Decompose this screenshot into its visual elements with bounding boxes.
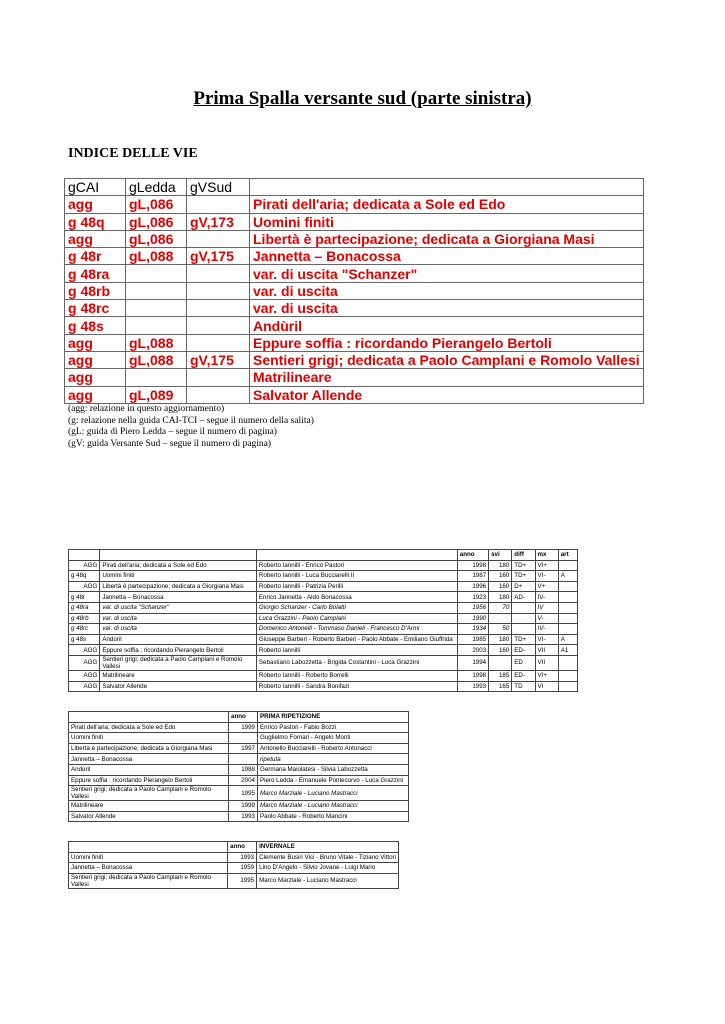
details-diff: D+ xyxy=(512,581,535,592)
details-anno: 1990 xyxy=(457,613,488,624)
details-row xyxy=(69,670,578,681)
winter-header-who: INVERNALE xyxy=(257,842,399,853)
route-index-table xyxy=(64,178,644,404)
index-ledda-page: gL,088 xyxy=(126,351,187,368)
details-anno: 1996 xyxy=(457,581,488,592)
details-diff xyxy=(512,624,535,635)
details-authors: Roberto Iannilli - Enrico Pastori xyxy=(256,560,457,571)
repetition-who: Antonello Bucciarelli - Roberto Antonacci xyxy=(258,743,409,754)
details-svi: 180 xyxy=(489,592,512,603)
details-name: Pirati dell'aria; dedicata a Sole ed Edo xyxy=(100,560,257,571)
winter-who: Lino D'Angelo - Silvio Jovane - Luigi Mario xyxy=(257,863,399,874)
index-ledda-page: gL,086 xyxy=(126,230,187,247)
details-art: A1 xyxy=(558,645,577,656)
details-svi: 50 xyxy=(489,624,512,635)
index-route-name: Pirati dell'aria; dedicata a Sole ed Edo xyxy=(250,196,644,213)
repetition-anno xyxy=(229,754,258,765)
index-cai-code: g 48ra xyxy=(65,265,126,282)
index-row xyxy=(65,300,644,317)
index-vsud-page xyxy=(187,369,250,386)
index-row xyxy=(65,248,644,265)
details-mx: VII xyxy=(535,655,558,670)
details-anno: 1923 xyxy=(457,592,488,603)
details-name: Uomini finiti xyxy=(100,571,257,582)
details-name: var. di uscita xyxy=(100,624,257,635)
details-header-mx: mx xyxy=(535,550,558,561)
details-art xyxy=(558,581,577,592)
details-code: g 48rc xyxy=(69,624,100,635)
details-svi: 180 xyxy=(489,560,512,571)
winter-who: Marco Marziale - Luciano Mastracci xyxy=(257,873,399,888)
index-ledda-page xyxy=(126,282,187,299)
page-title: Prima Spalla versante sud (parte sinistra) xyxy=(193,88,532,109)
details-art: A xyxy=(558,571,577,582)
index-vsud-page xyxy=(187,300,250,317)
details-row xyxy=(69,560,578,571)
details-art xyxy=(558,592,577,603)
details-code: g 48q xyxy=(69,571,100,582)
details-anno: 1998 xyxy=(457,560,488,571)
details-name: Eppure soffia : ricordando Pierangelo Bertoli xyxy=(100,645,257,656)
index-ledda-page xyxy=(126,369,187,386)
details-diff: ED- xyxy=(512,645,535,656)
details-row xyxy=(69,655,578,670)
index-route-name: Eppure soffia : ricordando Pierangelo Bertoli xyxy=(250,334,644,351)
details-svi: 180 xyxy=(489,634,512,645)
repetition-anno: 1999 xyxy=(229,801,258,812)
details-code: AGG xyxy=(69,560,100,571)
details-mx: IV- xyxy=(535,624,558,635)
winter-anno: 1995 xyxy=(228,873,257,888)
details-svi xyxy=(489,655,512,670)
details-anno: 1956 xyxy=(457,602,488,613)
details-name: Salvator Allende xyxy=(100,681,257,692)
details-anno: 1987 xyxy=(457,571,488,582)
repetition-who: Marco Marziale - Luciano Mastracci xyxy=(258,801,409,812)
repetition-who: Piero Ledda - Emanuele Pontecorvo - Luca Grazzini xyxy=(258,775,409,786)
winter-row xyxy=(69,873,399,888)
winter-anno: 1993 xyxy=(228,852,257,863)
index-ledda-page: gL,086 xyxy=(126,196,187,213)
index-row xyxy=(65,334,644,351)
details-mx: V- xyxy=(535,613,558,624)
details-svi: 160 xyxy=(489,571,512,582)
repetition-anno: 1993 xyxy=(229,811,258,822)
legend-notes xyxy=(68,404,314,450)
details-authors: Giuseppe Barberi - Roberto Barberi - Paolo Abbate - Emiliano Giuffrida xyxy=(256,634,457,645)
index-cai-code: g 48r xyxy=(65,248,126,265)
details-name: Matrilineare xyxy=(100,670,257,681)
details-mx: IV- xyxy=(535,592,558,603)
index-row xyxy=(65,351,644,368)
details-row xyxy=(69,581,578,592)
repetition-row xyxy=(69,775,409,786)
index-route-name: Salvator Allende xyxy=(250,386,644,403)
details-row xyxy=(69,681,578,692)
section-title: INDICE DELLE VIE xyxy=(68,146,198,161)
repetition-row xyxy=(69,733,409,744)
details-mx: VII xyxy=(535,645,558,656)
winter-ascent-table xyxy=(68,841,399,889)
repetition-name: Uomini finiti xyxy=(69,733,229,744)
winter-name: Jannetta – Bonacossa xyxy=(69,863,228,874)
repetition-who: Paolo Abbate - Roberto Mancini xyxy=(258,811,409,822)
index-cai-code: agg xyxy=(65,351,126,368)
index-route-name: Andùril xyxy=(250,317,644,334)
details-name: Libertà è partecipazione; dedicata a Giorgiana Masi xyxy=(100,581,257,592)
index-cai-code: agg xyxy=(65,196,126,213)
repetition-name: Libertà è partecipazione; dedicata a Giorgiana Masi xyxy=(69,743,229,754)
details-anno: 1934 xyxy=(457,624,488,635)
details-code: AGG xyxy=(69,670,100,681)
details-mx: VI- xyxy=(535,571,558,582)
details-header-row xyxy=(69,550,578,561)
repetition-anno: 1999 xyxy=(229,722,258,733)
winter-header-row xyxy=(69,842,399,853)
details-diff: TD+ xyxy=(512,560,535,571)
index-header-vsud: gVSud xyxy=(187,179,250,196)
details-diff: TD xyxy=(512,681,535,692)
details-diff: TD+ xyxy=(512,634,535,645)
details-diff: AD- xyxy=(512,592,535,603)
repetition-who: ripetuta xyxy=(258,754,409,765)
note-line: (g: relazione nella guida CAI-TCI – segue il numero della salita) xyxy=(68,415,314,426)
index-row xyxy=(65,386,644,403)
details-mx: VI+ xyxy=(535,560,558,571)
details-anno: 1993 xyxy=(457,681,488,692)
index-vsud-page xyxy=(187,282,250,299)
index-route-name: var. di uscita xyxy=(250,300,644,317)
repetition-name: Salvator Allende xyxy=(69,811,229,822)
details-row xyxy=(69,613,578,624)
details-header-authors xyxy=(256,550,457,561)
details-svi: 70 xyxy=(489,602,512,613)
details-code: g 48rb xyxy=(69,613,100,624)
index-ledda-page: gL,089 xyxy=(126,386,187,403)
details-header-name xyxy=(100,550,257,561)
winter-header-name xyxy=(69,842,228,853)
details-header-anno: anno xyxy=(457,550,488,561)
note-line: (gL: guida di Piero Ledda – segue il numero di pagina) xyxy=(68,427,277,437)
repetition-name: Jannetta – Bonacossa xyxy=(69,754,229,765)
index-header-name xyxy=(250,179,644,196)
details-diff xyxy=(512,613,535,624)
details-authors: Domenico Antonelli - Tommaso Danieli - Francesco D'Armi xyxy=(256,624,457,635)
repetition-who: Enrico Pastori - Fabio Bozzi xyxy=(258,722,409,733)
repetition-row xyxy=(69,722,409,733)
index-cai-code: g 48rc xyxy=(65,300,126,317)
details-authors: Roberto Iannilli - Patrizia Perilli xyxy=(256,581,457,592)
details-row xyxy=(69,571,578,582)
details-svi: 165 xyxy=(489,681,512,692)
index-cai-code: g 48q xyxy=(65,213,126,230)
repetition-who: Marco Marziale - Luciano Mastracci xyxy=(258,786,409,801)
repetition-name: Eppure soffia : ricordando Pierangelo Bertoli xyxy=(69,775,229,786)
index-row xyxy=(65,282,644,299)
index-row xyxy=(65,196,644,213)
index-vsud-page: gV,175 xyxy=(187,351,250,368)
index-ledda-page xyxy=(126,317,187,334)
details-art xyxy=(558,681,577,692)
repetition-name: Sentieri grigi; dedicata a Paolo Camplani e Romolo Vallesi xyxy=(69,786,229,801)
details-row xyxy=(69,645,578,656)
repetition-header-name xyxy=(69,712,229,723)
repetition-name: Pirati dell'aria; dedicata a Sole ed Edo xyxy=(69,722,229,733)
repetition-row xyxy=(69,801,409,812)
winter-who: Clemente Busiri Vici - Bruno Vitale - Tiziano Vittori xyxy=(257,852,399,863)
details-header-diff: diff xyxy=(512,550,535,561)
index-row xyxy=(65,317,644,334)
details-svi: 185 xyxy=(489,670,512,681)
details-authors: Roberto Iannilli - Roberto Borrelli xyxy=(256,670,457,681)
details-diff: ED xyxy=(512,655,535,670)
index-route-name: Uomini finiti xyxy=(250,213,644,230)
details-authors: Luca Grazzini - Paolo Camplani xyxy=(256,613,457,624)
details-row xyxy=(69,602,578,613)
note-line: (agg: relazione in questo aggiornamento) xyxy=(68,404,225,414)
details-header-art: art xyxy=(558,550,577,561)
details-code: g 48r xyxy=(69,592,100,603)
index-row xyxy=(65,369,644,386)
details-anno: 1998 xyxy=(457,670,488,681)
index-route-name: Sentieri grigi; dedicata a Paolo Camplani e Romolo Vallesi xyxy=(250,351,644,368)
index-cai-code: agg xyxy=(65,334,126,351)
details-anno: 2003 xyxy=(457,645,488,656)
details-anno: 1994 xyxy=(457,655,488,670)
repetition-anno: 1995 xyxy=(229,786,258,801)
index-header-cai: gCAI xyxy=(65,179,126,196)
details-name: Andùril xyxy=(100,634,257,645)
index-ledda-page: gL,086 xyxy=(126,213,187,230)
details-svi xyxy=(489,613,512,624)
index-ledda-page xyxy=(126,265,187,282)
index-vsud-page xyxy=(187,196,250,213)
winter-name: Uomini finiti xyxy=(69,852,228,863)
details-mx: V+ xyxy=(535,581,558,592)
index-route-name: var. di uscita xyxy=(250,282,644,299)
index-vsud-page: gV,175 xyxy=(187,248,250,265)
repetition-row xyxy=(69,743,409,754)
index-ledda-page: gL,088 xyxy=(126,334,187,351)
details-authors: Giorgio Schanzer - Carlo Bolatti xyxy=(256,602,457,613)
index-header-row xyxy=(65,179,644,196)
index-header-ledda: gLedda xyxy=(126,179,187,196)
details-svi: 160 xyxy=(489,645,512,656)
repetition-anno: 1997 xyxy=(229,743,258,754)
index-vsud-page xyxy=(187,317,250,334)
details-art xyxy=(558,655,577,670)
details-art xyxy=(558,613,577,624)
repetition-row xyxy=(69,764,409,775)
note-line: (gV: guida Versante Sud – segue il numero di pagina) xyxy=(68,438,272,449)
winter-name: Sentieri grigi; dedicata a Paolo Camplani e Romolo Vallesi xyxy=(69,873,228,888)
repetition-anno xyxy=(229,733,258,744)
details-code: AGG xyxy=(69,681,100,692)
details-header-svi: svi xyxy=(489,550,512,561)
details-art xyxy=(558,602,577,613)
details-row xyxy=(69,624,578,635)
index-row xyxy=(65,213,644,230)
repetition-who: Guglielmo Fornari - Angelo Monti xyxy=(258,733,409,744)
details-art: A xyxy=(558,634,577,645)
details-authors: Roberto Iannilli xyxy=(256,645,457,656)
details-name: var. di uscita "Schanzer" xyxy=(100,602,257,613)
index-route-name: var. di uscita "Schanzer" xyxy=(250,265,644,282)
details-code: AGG xyxy=(69,655,100,670)
details-authors: Roberto Iannilli - Luca Bucciarelli II xyxy=(256,571,457,582)
details-diff: ED- xyxy=(512,670,535,681)
index-vsud-page xyxy=(187,265,250,282)
index-ledda-page xyxy=(126,300,187,317)
repetition-row xyxy=(69,786,409,801)
details-mx: IV xyxy=(535,602,558,613)
index-cai-code: agg xyxy=(65,369,126,386)
index-cai-code: g 48s xyxy=(65,317,126,334)
repetition-header-row xyxy=(69,712,409,723)
details-art xyxy=(558,560,577,571)
index-vsud-page xyxy=(187,334,250,351)
details-code: AGG xyxy=(69,581,100,592)
repetition-name: Andùril xyxy=(69,764,229,775)
details-art xyxy=(558,670,577,681)
index-route-name: Matrilineare xyxy=(250,369,644,386)
details-authors: Roberto Iannilli - Sandra Bonifazi xyxy=(256,681,457,692)
repetition-name: Matrilineare xyxy=(69,801,229,812)
details-mx: VI+ xyxy=(535,670,558,681)
details-name: Jannetta – Bonacossa xyxy=(100,592,257,603)
details-svi: 160 xyxy=(489,581,512,592)
details-authors: Sebastiano Labozzetta - Brigida Costantini - Luca Grazzini xyxy=(256,655,457,670)
winter-row xyxy=(69,852,399,863)
index-cai-code: agg xyxy=(65,230,126,247)
details-header-code xyxy=(69,550,100,561)
details-authors: Enrico Jannetta - Aldo Bonacossa xyxy=(256,592,457,603)
repetition-header-who: PRIMA RIPETIZIONE xyxy=(258,712,409,723)
winter-row xyxy=(69,863,399,874)
details-code: AGG xyxy=(69,645,100,656)
details-name: var. di uscita xyxy=(100,613,257,624)
index-cai-code: agg xyxy=(65,386,126,403)
details-art xyxy=(558,624,577,635)
details-name: Sentieri grigi; dedicata a Paolo Camplani e Romolo Vallesi xyxy=(100,655,257,670)
first-repetition-table xyxy=(68,711,409,822)
winter-anno: 1959 xyxy=(228,863,257,874)
index-route-name: Jannetta – Bonacossa xyxy=(250,248,644,265)
details-row xyxy=(69,634,578,645)
index-ledda-page: gL,088 xyxy=(126,248,187,265)
index-vsud-page: gV,173 xyxy=(187,213,250,230)
details-code: g 48ra xyxy=(69,602,100,613)
repetition-anno: 1988 xyxy=(229,764,258,775)
details-code: g 48s xyxy=(69,634,100,645)
index-row xyxy=(65,265,644,282)
repetition-header-anno: anno xyxy=(229,712,258,723)
details-diff xyxy=(512,602,535,613)
winter-header-anno: anno xyxy=(228,842,257,853)
repetition-row xyxy=(69,754,409,765)
index-cai-code: g 48rb xyxy=(65,282,126,299)
details-mx: VI- xyxy=(535,634,558,645)
repetition-row xyxy=(69,811,409,822)
details-mx: VI xyxy=(535,681,558,692)
index-vsud-page xyxy=(187,386,250,403)
details-diff: TD+ xyxy=(512,571,535,582)
repetition-anno: 2004 xyxy=(229,775,258,786)
index-row xyxy=(65,230,644,247)
details-row xyxy=(69,592,578,603)
index-vsud-page xyxy=(187,230,250,247)
details-anno: 1985 xyxy=(457,634,488,645)
repetition-who: Germana Maiolatesi - Silvia Labozzetta xyxy=(258,764,409,775)
index-route-name: Libertà è partecipazione; dedicata a Giorgiana Masi xyxy=(250,230,644,247)
route-details-table xyxy=(68,549,578,692)
